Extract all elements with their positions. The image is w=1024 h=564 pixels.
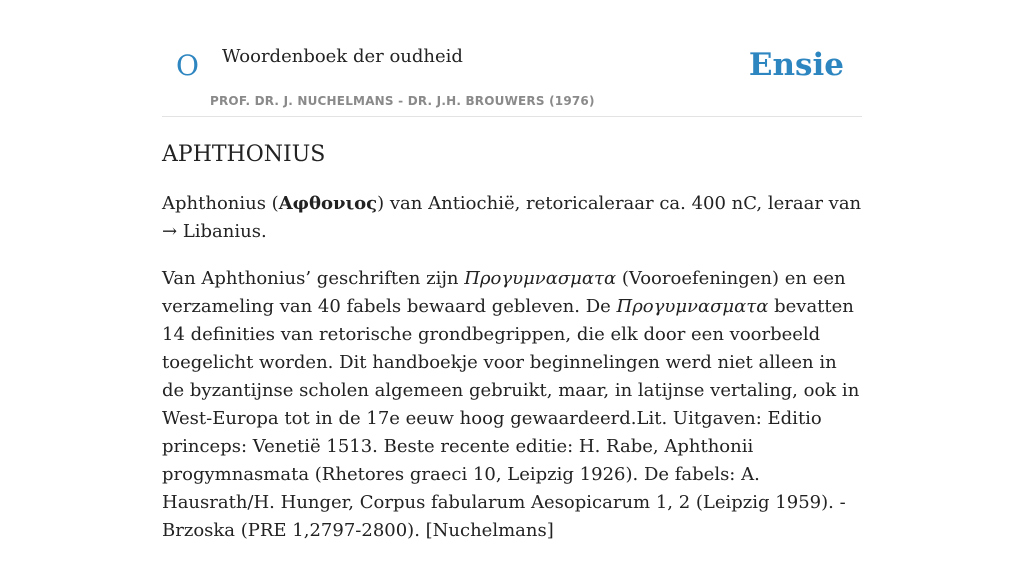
p1-text-end: .	[260, 221, 267, 242]
dictionary-letter-icon: O	[176, 49, 199, 82]
article-paragraph-1	[162, 190, 862, 246]
libanius-link[interactable]	[162, 221, 261, 242]
arrow-icon: →	[162, 221, 178, 242]
p2-text-a: Van Aphthonius’ geschriften zijn	[162, 268, 465, 289]
ensie-logo[interactable]: Ensie	[748, 47, 844, 83]
article-heading: APHTHONIUS	[162, 142, 326, 167]
article	[162, 138, 862, 564]
dictionary-authors: PROF. DR. J. NUCHELMANS - DR. J.H. BROUWERS (1976)	[210, 94, 595, 108]
p1-text-mid: ) van Antiochië, retoricaleraar ca. 400 nC, leraar van	[377, 193, 862, 214]
dictionary-title[interactable]: Woordenboek der oudheid	[222, 46, 463, 67]
article-paragraph-2	[162, 265, 862, 545]
greek-progymnasmata-2: Προγυμνασματα	[616, 296, 769, 317]
p2-text-b: (Vooroefeningen) en een verzameling van 40 fabels bewaard gebleven. De	[162, 268, 846, 317]
libanius-link-label: Libanius	[182, 221, 261, 242]
p2-text-c: bevatten 14 definities van retorische grondbegrippen, die elk door een voorbeeld toegelicht worden. Dit handboekje voor beginnelingen werd niet alleen in de byzantijnse scholen algemeen gebruikt, maar, in latijnse vertaling, ook in West-Europa tot in de 17e eeuw hoog gewaardeerd.Lit. Uitgaven: Editio princeps: Venetië 1513. Beste recente editie: H. Rabe, Aphthonii progymnasmata (Rhetores graeci 10, Leipzig 1926). De fabels: A. Hausrath/H. Hunger, Corpus fabularum Aesopicarum 1, 2 (Leipzig 1959). - Brzoska (PRE 1,2797-2800). [Nuchelmans]	[162, 296, 860, 541]
dictionary-header	[162, 30, 862, 117]
greek-progymnasmata-1: Προγυμνασματα	[464, 268, 617, 289]
p1-text-start: Aphthonius (	[162, 193, 279, 214]
greek-name: Αφθονιος	[278, 193, 378, 214]
